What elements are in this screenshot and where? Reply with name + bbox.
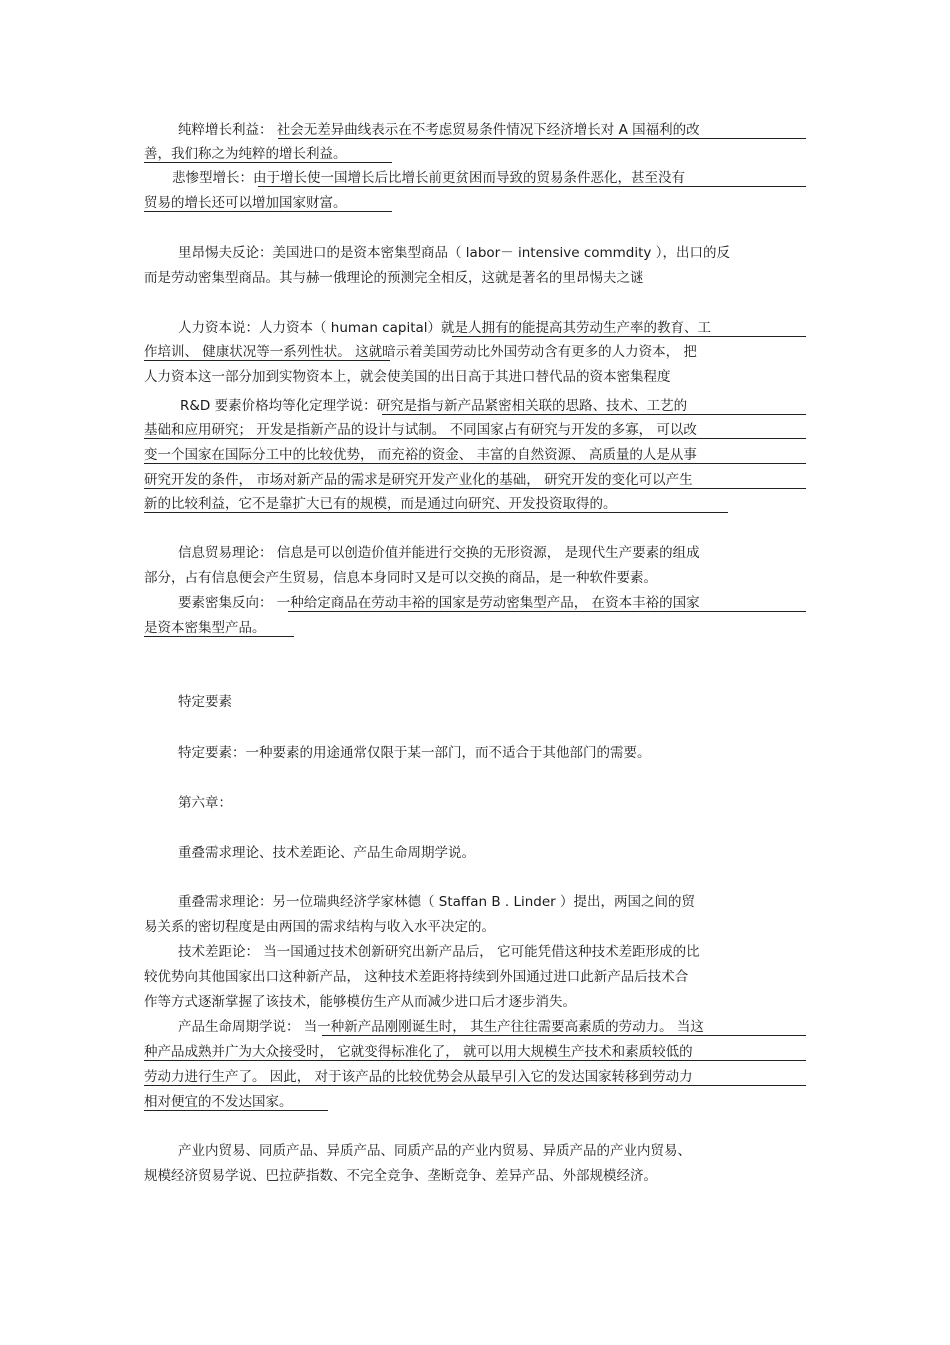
underline-rule (322, 1035, 806, 1036)
underline-rule (144, 1110, 328, 1111)
underline-rule (382, 414, 806, 415)
underline-rule (278, 138, 806, 139)
text-line: 研究开发的条件， 市场对新产品的需求是研究开发产业化的基础， 研究开发的变化可以产生 (144, 472, 693, 488)
underline-rule (144, 1085, 806, 1086)
text-line: 种产品成熟并广为大众接受时， 它就变得标准化了， 就可以用大规模生产技术和素质较低的 (144, 1044, 693, 1060)
text-line: 规模经济贸易学说、巴拉萨指数、不完全竞争、垄断竞争、差异产品、外部规模经济。 (144, 1168, 657, 1184)
text-line: 纯粹增长利益： 社会无差异曲线表示在不考虑贸易条件情况下经济增长对 A 国福利的改 (178, 122, 700, 138)
text-line: 产业内贸易、同质产品、异质产品、同质产品的产业内贸易、异质产品的产业内贸易、 (178, 1143, 691, 1159)
underline-rule (452, 336, 806, 337)
text-line: 要素密集反向： 一种给定商品在劳动丰裕的国家是劳动密集型产品， 在资本丰裕的国家 (178, 595, 700, 611)
text-line: 里昂惕夫反论：美国进口的是资本密集型商品（ labor－ intensive commdity ），出口的反 (178, 245, 730, 261)
text-line: 作培训、 健康状况等一系列性状。 这就暗示着美国劳动比外国劳动含有更多的人力资本， 把 (144, 344, 697, 360)
text-line: 而是劳动密集型商品。其与赫一俄理论的预测完全相反，这就是著名的里昂惕夫之谜 (144, 270, 644, 286)
text-line: 重叠需求理论：另一位瑞典经济学家林德（ Staffan B . Linder ）提出，两国之间的贸 (178, 894, 696, 910)
text-line: 人力资本这一部分加到实物资本上，就会使美国的出日高于其进口替代品的资本密集程度 (144, 369, 671, 385)
text-line: 信息贸易理论： 信息是可以创造价值并能进行交换的无形资源， 是现代生产要素的组成 (178, 545, 700, 561)
text-line: 基础和应用研究； 开发是指新产品的设计与试制。 不同国家占有研究与开发的多寡， 可以改 (144, 422, 697, 438)
text-line: R&D 要素价格均等化定理学说：研究是指与新产品紧密相关联的思路、技术、工艺的 (180, 398, 688, 414)
underline-rule (144, 360, 390, 361)
section-heading: 特定要素 (178, 694, 232, 710)
text-line: 新的比较利益，它不是靠扩大已有的规模，而是通过向研究、开发投资取得的。 (144, 496, 617, 512)
underline-rule (144, 438, 806, 439)
underline-rule (258, 186, 806, 187)
text-line: 作等方式逐渐掌握了该技术，能够模仿生产从而减少进口后才逐步消失。 (144, 994, 576, 1010)
text-line: 劳动力进行生产了。 因此， 对于该产品的比较优势会从最早引入它的发达国家转移到劳动力 (144, 1069, 693, 1085)
underline-rule (288, 611, 806, 612)
chapter-heading: 第六章： (178, 795, 232, 811)
text-line: 悲惨型增长：由于增长使一国增长后比增长前更贫困而导致的贸易条件恶化，甚至没有 (172, 170, 685, 186)
text-line: 易关系的密切程度是由两国的需求结构与收入水平决定的。 (144, 919, 495, 935)
underline-rule (144, 636, 294, 637)
underline-rule (144, 488, 806, 489)
text-line: 技术差距论： 当一国通过技术创新研究出新产品后， 它可能凭借这种技术差距形成的比 (178, 944, 700, 960)
text-line: 重叠需求理论、技术差距论、产品生命周期学说。 (178, 845, 475, 861)
text-line: 贸易的增长还可以增加国家财富。 (144, 195, 347, 211)
text-line: 变一个国家在国际分工中的比较优势， 而充裕的资金、 丰富的自然资源、 高质量的人是从事 (144, 447, 697, 463)
text-line: 人力资本说：人力资本（ human capital）就是人拥有的能提高其劳动生产率的教育、工 (178, 320, 712, 336)
text-line: 善，我们称之为纯粹的增长利益。 (144, 146, 347, 162)
underline-rule (144, 1060, 806, 1061)
text-line: 部分，占有信息便会产生贸易，信息本身同时又是可以交换的商品，是一种软件要素。 (144, 570, 657, 586)
underline-rule (144, 162, 392, 163)
text-line: 相对便宜的不发达国家。 (144, 1094, 293, 1110)
underline-rule (144, 463, 806, 464)
text-line: 产品生命周期学说： 当一种新产品刚刚诞生时， 其生产往往需要高素质的劳动力。 当这 (178, 1019, 704, 1035)
text-line: 较优势向其他国家出口这种新产品， 这种技术差距将持续到外国通过进口此新产品后技术合 (144, 969, 689, 985)
underline-rule (144, 512, 728, 513)
text-line: 特定要素：一种要素的用途通常仅限于某一部门，而不适合于其他部门的需要。 (178, 745, 651, 761)
underline-rule (144, 211, 392, 212)
text-line: 是资本密集型产品。 (144, 620, 266, 636)
